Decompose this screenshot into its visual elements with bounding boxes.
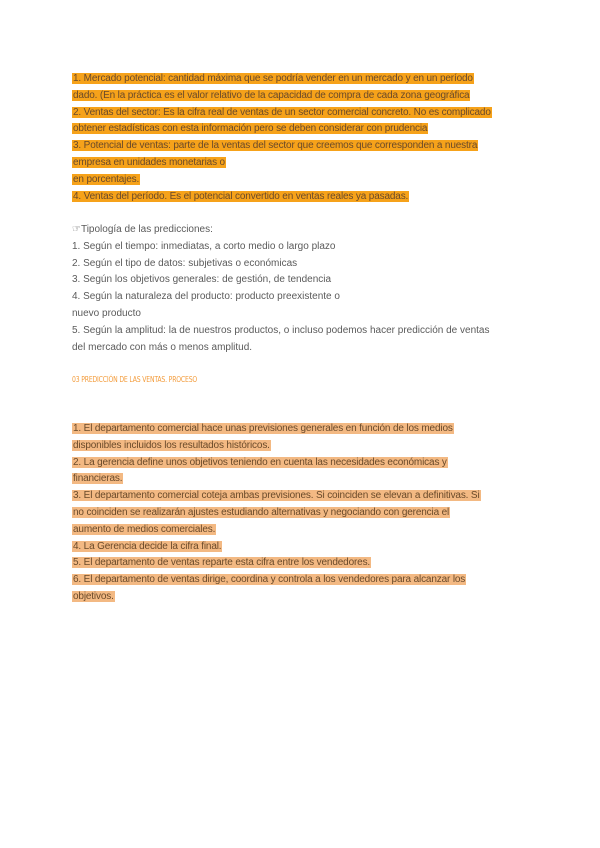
highlighted-text: obtener estadísticas con esta información pero se deben considerar con prudencia [73,123,428,135]
market-definitions-list [72,71,528,205]
typology-title: ☞Tipología de las predicciones: [72,224,213,235]
list-item [72,455,528,472]
list-item: 3. Según los objetivos generales: de gestión, de tendencia [72,274,332,286]
list-item: del mercado con más o menos amplitud. [72,341,253,353]
section-heading: 03 PREDICCIÓN DE LAS VENTAS. PROCESO [72,375,198,384]
list-item [72,172,528,189]
highlighted-text: financieras. [73,473,123,485]
sales-process-list [72,421,528,606]
highlighted-text: 1. Mercado potencial: cantidad máxima que se podría vender en un mercado y en un período [73,73,473,84]
list-item [72,572,528,589]
highlighted-text: disponibles incluidos los resultados históricos. [73,439,270,451]
list-item [72,589,528,606]
list-item [72,121,528,138]
list-item [72,522,528,539]
list-item [72,421,528,438]
highlighted-text: aumento de medios comerciales. [73,523,216,535]
list-item: 5. Según la amplitud: la de nuestros productos, o incluso podemos hacer predicción de ventas [72,324,490,336]
highlighted-text: 1. El departamento comercial hace unas previsiones generales en función de los medios [73,423,453,434]
list-item [72,539,528,556]
highlighted-text: no coinciden se realizarán ajustes estudiando alternativas y negociando con gerencia el [73,506,450,518]
list-item: 2. Según el tipo de datos: subjetivas o económicas [72,257,298,269]
highlighted-text: en porcentajes. [73,173,140,185]
list-item [72,189,528,206]
highlighted-text: 4. Ventas del período. Es el potencial convertido en ventas reales ya pasadas. [73,190,409,202]
highlighted-text: 6. El departamento de ventas dirige, coordina y controla a los vendedores para alcanzar los [73,574,466,586]
list-item [72,471,528,488]
highlighted-text: 3. Potencial de ventas: parte de la ventas del sector que creemos que corresponden a nuestra [73,140,478,152]
list-item [72,155,528,172]
list-item [72,505,528,522]
highlighted-text: 3. El departamento comercial coteja ambas previsiones. Si coinciden se elevan a definitivas. Si [73,490,480,502]
list-item [72,438,528,455]
list-item: nuevo producto [72,307,141,319]
highlighted-text: objetivos. [73,590,114,602]
list-item [72,105,528,122]
list-item [72,488,528,505]
highlighted-text: 2. La gerencia define unos objetivos teniendo en cuenta las necesidades económicas y [73,456,447,468]
highlighted-text: dado. (En la práctica es el valor relativo de la capacidad de compra de cada zona geográfica [73,89,470,101]
list-item [72,71,528,88]
list-item [72,138,528,155]
list-item: 1. Según el tiempo: inmediatas, a corto medio o largo plazo [72,240,336,252]
highlighted-text: 5. El departamento de ventas reparte esta cifra entre los vendedores. [73,557,371,569]
list-item: 4. Según la naturaleza del producto: producto preexistente o [72,291,340,303]
prediction-typology-list [72,222,528,356]
highlighted-text: 4. La Gerencia decide la cifra final. [73,540,222,552]
highlighted-text: empresa en unidades monetarias o [73,156,225,168]
highlighted-text: 2. Ventas del sector: Es la cifra real de ventas de un sector comercial concreto. No es complicado [73,106,491,118]
list-item [72,88,528,105]
list-item [72,555,528,572]
